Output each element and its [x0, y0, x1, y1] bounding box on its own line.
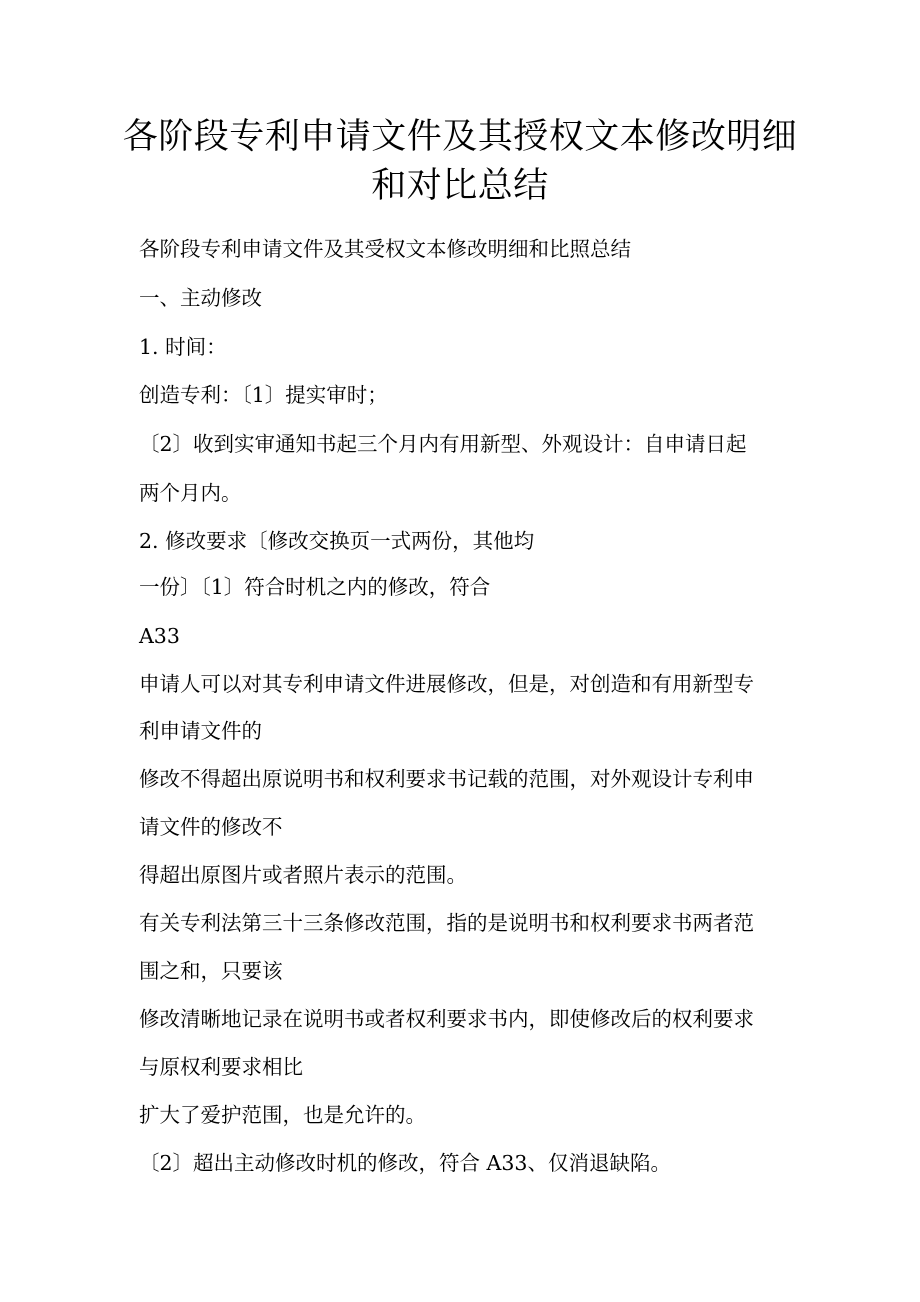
paragraph-line: 申请人可以对其专利申请文件进展修改，但是，对创造和有用新型专 — [139, 672, 754, 696]
paragraph-line: 修改清晰地记录在说明书或者权利要求书内，即使修改后的权利要求 — [139, 1007, 754, 1031]
paragraph-line: 请文件的修改不 — [139, 815, 283, 839]
paragraph-line: 〔2〕收到实审通知书起三个月内有用新型、外观设计：自申请日起 — [139, 432, 747, 456]
paragraph-line: 〔2〕超出主动修改时机的修改，符合 A33、仅消退缺陷。 — [139, 1151, 671, 1175]
paragraph-line: 得超出原图片或者照片表示的范围。 — [139, 863, 467, 887]
paragraph-line: 创造专利：〔1〕提实审时； — [139, 383, 388, 407]
document-title-line-2: 和对比总结 — [371, 166, 549, 206]
paragraph-line: 扩大了爱护范围，也是允许的。 — [139, 1103, 426, 1127]
paragraph-line: 有关专利法第三十三条修改范围，指的是说明书和权利要求书两者范 — [139, 911, 754, 935]
paragraph-line: 两个月内。 — [139, 481, 242, 505]
paragraph-line: 与原权利要求相比 — [139, 1055, 303, 1079]
paragraph-line: 利申请文件的 — [139, 719, 262, 743]
subtitle: 各阶段专利申请文件及其受权文本修改明细和比照总结 — [139, 237, 631, 261]
paragraph-line: 一份〕〔1〕符合时机之内的修改，符合 — [139, 575, 491, 599]
section-heading: 一、主动修改 — [139, 286, 262, 310]
paragraph-line: 修改不得超出原说明书和权利要求书记载的范围，对外观设计专利申 — [139, 767, 754, 791]
paragraph-line: 围之和，只要该 — [139, 959, 283, 983]
paragraph-line: 2. 修改要求〔修改交换页一式两份，其他均 — [139, 529, 535, 553]
paragraph-line: 1. 时间： — [139, 335, 227, 359]
paragraph-line: A33 — [139, 624, 180, 648]
document-title-line-1: 各阶段专利申请文件及其授权文本修改明细 — [122, 117, 798, 157]
